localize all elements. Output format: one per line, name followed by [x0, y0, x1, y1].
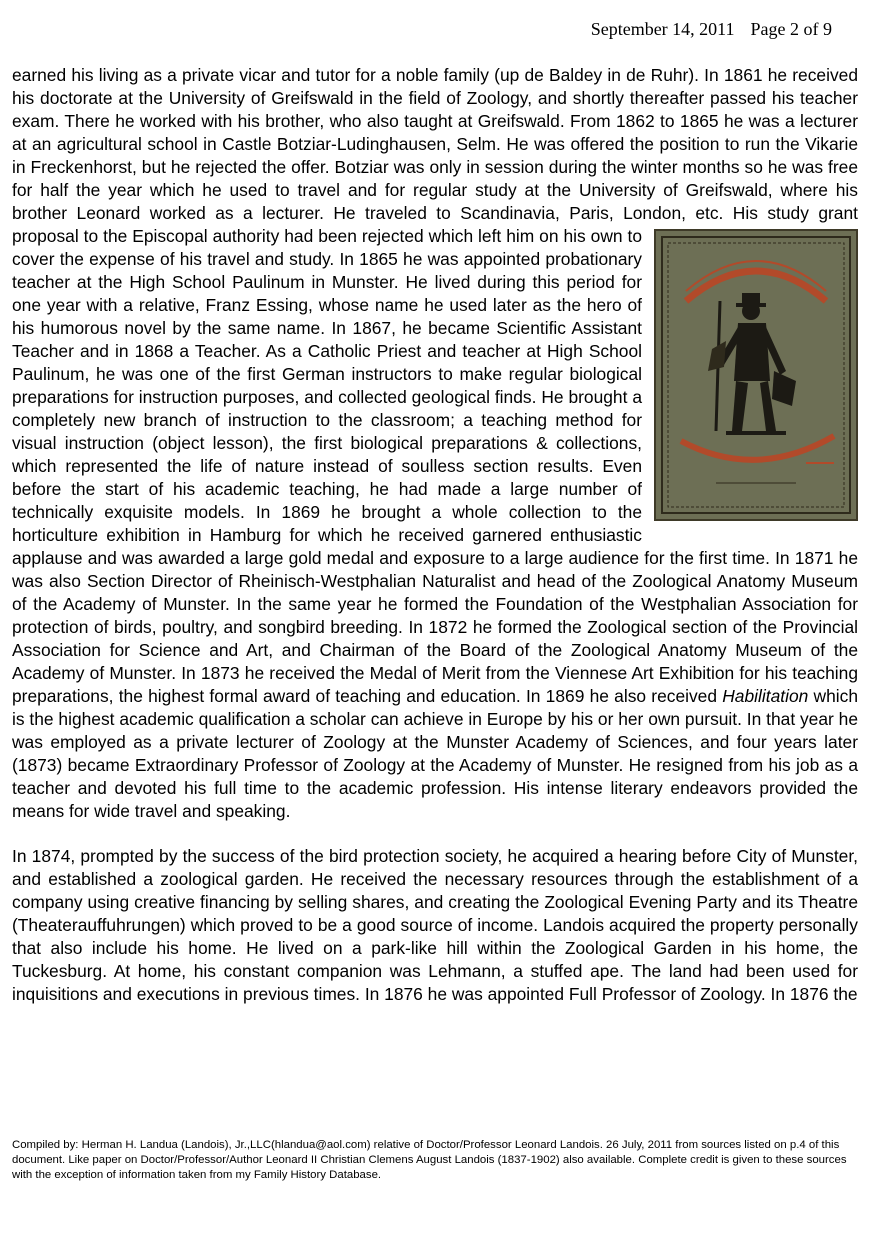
paragraph-1-part-b: study grant proposal to the Episcopal authority had been rejected which left him on his own to cover the expense of his travel and study. In 1865 he was appointed probationary teacher at the High School Paulinum in Munster. He lived during this period for one year with a relative, Franz Essing, whose name he used later as the hero of his humorous novel by the same name. In 1867, he became Scientific Assistant Teacher and in 1868 a Teacher. As a Catholic Priest and teacher at High School Paulinum, he was one of the first German instructors to make regular biological preparations for instruction purposes, and collected geological finds. He brought a completely new branch of instruction to the classroom; a teaching method for visual instruction (object lesson), the first biological preparations & collections, which represented the life of nature instead of soulless section results. Even before the start of his academic teaching, he had made a large number of technically exquisite models. In 1869 he brought a whole collection to the horticulture exhibition in Hamburg for which he received garnered enthusiastic applause and was awarded a large gold medal and exposure to a large audience for the first time. In 1871 he was also Section Director of Rheinisch-Westphalian Naturalist and head of the Zoological Anatomy Museum of the Academy of Munster. In the same year he formed the Foundation of the Westphalian Association for protection of birds, poultry, and songbird breeding. In 1872 he formed the Zoological section of the Provincial Association for Science and Art, and Chairman of the Board of the Zoological Anatomy Museum of the Academy of Munster. In 1873 he received the Medal of Merit from the Viennese Art Exhibition for his teaching preparations, the highest formal award of teaching and education. In 1869 he also received	[12, 203, 858, 706]
paragraph-2: In 1874, prompted by the success of the bird protection society, he acquired a hearing before City of Munster, and established a zoological garden. He received the necessary resources through the establishment of a company using creative financing by selling shares, and creating the Zoological Evening Party and its Theatre (Theaterauffuhrungen) which proved to be a good source of income. Landois acquired the property personally that also include his home. He lived on a park-like hill within the Zoological Garden in his home, the Tuckesburg. At home, his constant companion was Lehmann, a stuffed ape. The land had been used for inquisitions and executions in previous times. In 1876 he was appointed Full Professor of Zoology. In 1876 the	[12, 846, 858, 1004]
habilitation-term: Habilitation	[722, 686, 809, 706]
page-footer	[12, 1138, 860, 1183]
header-date: September 14, 2011	[590, 19, 735, 39]
paragraph-1-part-a: earned his living as a private vicar and tutor for a noble family (up de Baldey in de Ruhr). In 1861 he received his doctorate at the University of Greifswald in the field of Zoology, and shortly thereafter passed his teacher exam. There he worked with his brother, who also taught at Greifswald. From 1862 to 1865 he was a lecturer at an agricultural school in Castle Botziar-Ludinghausen, Selm. He was offered the position to run the Vikarie in Freckenhorst, but he rejected the offer. Botziar was only in session during the winter months so he was free for half the year which he used to travel and for regular study at the University of Greifswald, where his brother Leonard worked as a lecturer. He traveled to Scandinavia, Paris, London, etc. His	[12, 65, 858, 223]
header-page-number: Page 2 of 9	[750, 19, 832, 39]
page-header	[0, 19, 832, 40]
book-cover-image	[654, 229, 858, 521]
book-illustration	[656, 231, 856, 519]
document-body	[12, 64, 858, 1006]
paragraph-1-part-c: which is the highest academic qualification a scholar can achieve in Europe by his or her own pursuit. In that year he was employed as a private lecturer of Zoology at the Munster Academy of Sciences, and four years later (1873) became Extraordinary Professor of Zoology at the Academy of Munster. He resigned from his job as a teacher and devoted his full time to the academic profession. His intense literary endeavors provided the means for wide travel and speaking.	[12, 686, 858, 821]
footer-credit: Compiled by: Herman H. Landua (Landois), Jr.,LLC(hlandua@aol.com) relative of Doctor/Professor Leonard Landois. 26 July, 2011 from sources listed on p.4 of this document. Like paper on Doctor/Professor/Author Leonard II Christian Clemens August Landois (1837-1902) also available. Complete credit is given to these sources with the exception of information taken from my Family History Database.	[12, 1139, 847, 1181]
paragraph-1	[12, 64, 858, 823]
